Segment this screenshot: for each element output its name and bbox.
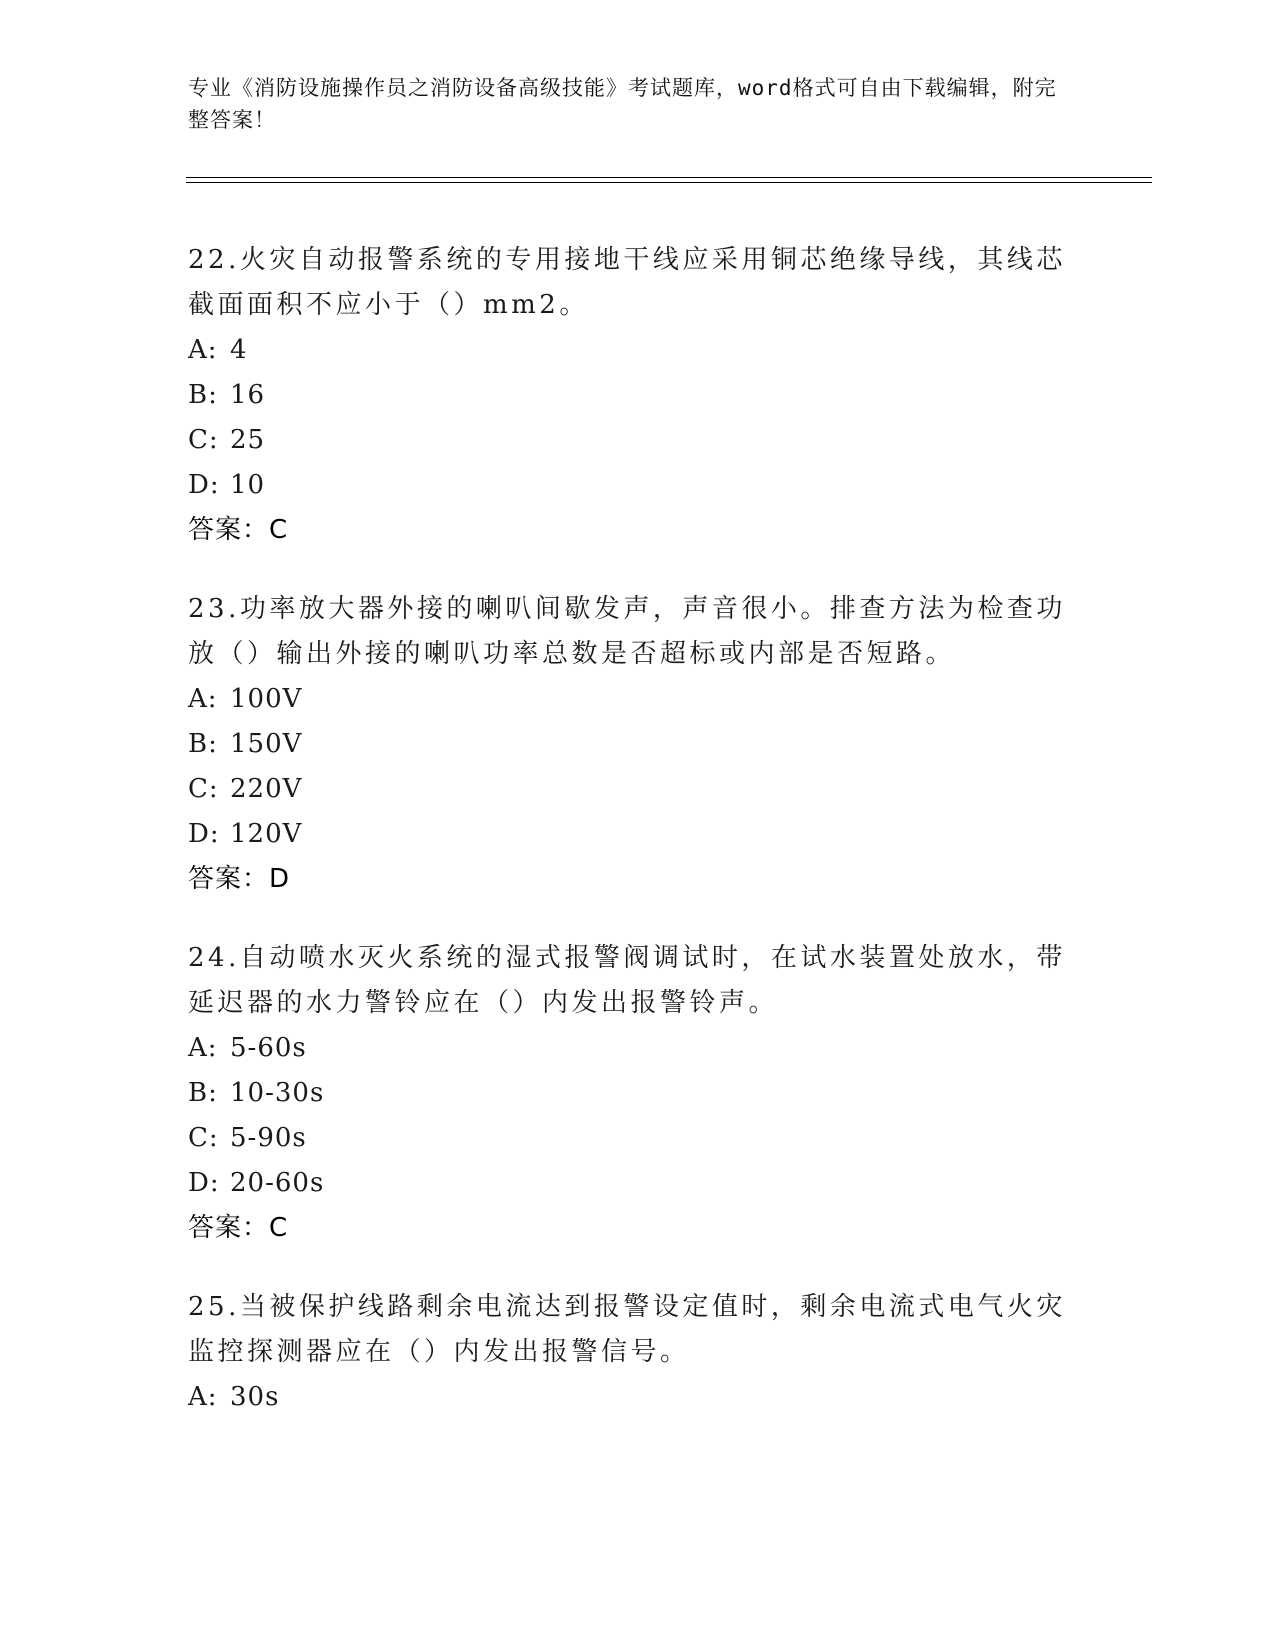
option-value: 30s [230, 1382, 280, 1412]
question-25 [188, 1285, 1088, 1420]
option-value: 120V [230, 819, 303, 849]
option-key: D: [188, 470, 220, 500]
option-key: A: [188, 1382, 218, 1412]
option-value: 100V [230, 684, 303, 714]
option-value: 20-60s [230, 1168, 325, 1198]
question-23 [188, 587, 1088, 902]
option-d [188, 463, 1088, 508]
option-key: A: [188, 1033, 218, 1063]
question-24 [188, 936, 1088, 1251]
option-a [188, 1375, 1088, 1420]
question-stem: 25.当被保护线路剩余电流达到报警设定值时，剩余电流式电气火灾监控探测器应在（）内发出报警信号。 [188, 1292, 1066, 1367]
option-list [188, 328, 1088, 508]
option-value: 10 [230, 470, 266, 500]
option-d [188, 812, 1088, 857]
option-a [188, 1026, 1088, 1071]
option-value: 10-30s [230, 1078, 325, 1108]
option-value: 150V [230, 729, 303, 759]
header-divider-bottom [186, 182, 1152, 183]
option-key: C: [188, 1123, 219, 1153]
option-d [188, 1161, 1088, 1206]
option-key: D: [188, 1168, 220, 1198]
option-b [188, 373, 1088, 418]
header-divider-top [186, 177, 1152, 178]
option-key: D: [188, 819, 220, 849]
option-c [188, 1116, 1088, 1161]
option-value: 220V [230, 774, 303, 804]
option-key: B: [188, 380, 218, 410]
answer-label: 答案：C [188, 1213, 289, 1243]
option-value: 25 [230, 425, 266, 455]
option-key: A: [188, 335, 218, 365]
option-b [188, 1071, 1088, 1116]
option-value: 5-60s [230, 1033, 307, 1063]
option-key: C: [188, 425, 219, 455]
option-list [188, 1375, 1088, 1420]
option-key: C: [188, 774, 219, 804]
document-header: 专业《消防设施操作员之消防设备高级技能》考试题库，word格式可自由下载编辑，附完整答案！ [188, 76, 1057, 132]
option-b [188, 722, 1088, 767]
question-stem: 22.火灾自动报警系统的专用接地干线应采用铜芯绝缘导线，其线芯截面面积不应小于（）mm2。 [188, 245, 1066, 320]
option-key: A: [188, 684, 218, 714]
option-a [188, 677, 1088, 722]
option-a [188, 328, 1088, 373]
option-value: 5-90s [230, 1123, 307, 1153]
option-key: B: [188, 1078, 218, 1108]
question-list [188, 238, 1088, 1454]
option-list [188, 1026, 1088, 1206]
option-c [188, 767, 1088, 812]
question-stem: 24.自动喷水灭火系统的湿式报警阀调试时，在试水装置处放水，带延迟器的水力警铃应在（）内发出报警铃声。 [188, 943, 1066, 1018]
option-list [188, 677, 1088, 857]
question-22 [188, 238, 1088, 553]
option-c [188, 418, 1088, 463]
option-value: 16 [230, 380, 266, 410]
question-stem: 23.功率放大器外接的喇叭间歇发声，声音很小。排查方法为检查功放（）输出外接的喇叭功率总数是否超标或内部是否短路。 [188, 594, 1066, 669]
answer-label: 答案：D [188, 864, 291, 894]
option-key: B: [188, 729, 218, 759]
answer-label: 答案：C [188, 515, 289, 545]
option-value: 4 [230, 335, 248, 365]
